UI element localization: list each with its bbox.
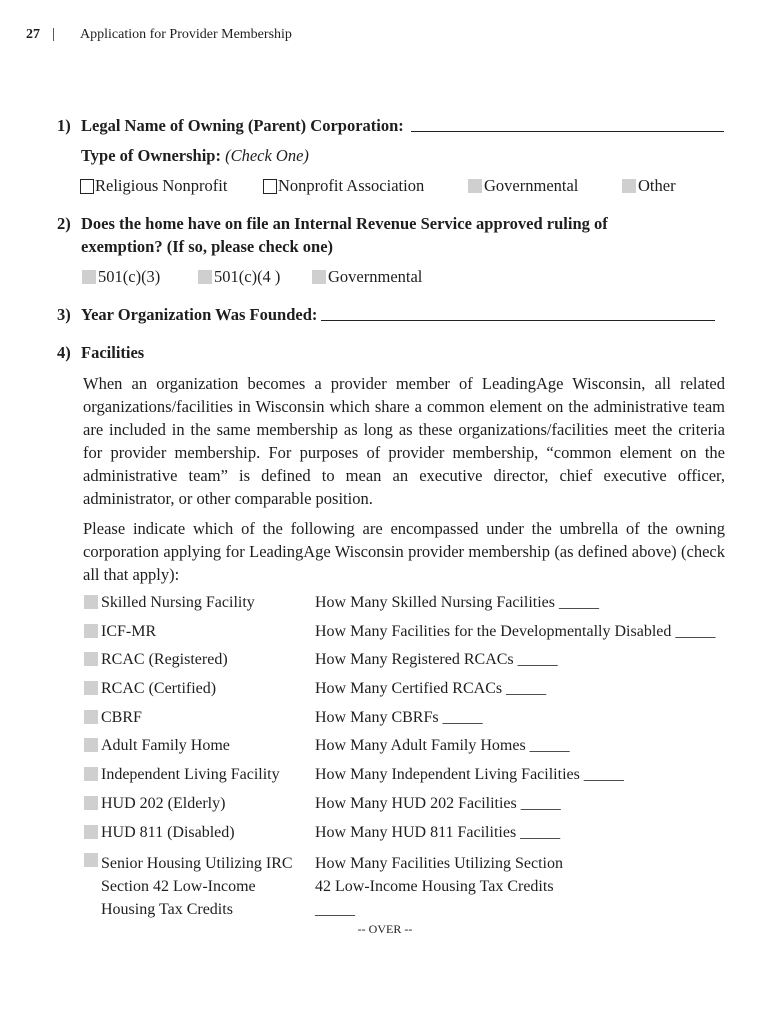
checkbox[interactable]	[84, 595, 98, 609]
checkbox[interactable]	[468, 179, 482, 193]
howmany-senior-housing-irc[interactable]: How Many Facilities Utilizing Section 42 Low-Income Housing Tax Credits _____	[315, 855, 563, 918]
option-label: Religious Nonprofit	[95, 176, 228, 195]
howmany-independent-living[interactable]: How Many Independent Living Facilities _____	[315, 766, 624, 783]
facility-label: Independent Living Facility	[101, 766, 280, 783]
page-footer: -- OVER --	[357, 922, 413, 936]
facility-cbrf[interactable]	[84, 709, 142, 727]
facility-label: ICF-MR	[101, 623, 157, 640]
checkbox[interactable]	[312, 270, 326, 284]
q2-number: 2)	[57, 214, 71, 233]
howmany-hud-811[interactable]: How Many HUD 811 Facilities _____	[315, 824, 561, 841]
q3-label: Year Organization Was Founded:	[81, 305, 318, 324]
facility-skilled-nursing[interactable]	[84, 594, 255, 612]
facility-label: Skilled Nursing Facility	[101, 594, 255, 611]
exemption-501c4[interactable]	[198, 267, 280, 287]
page-number: 27	[26, 27, 40, 42]
exemption-501c3[interactable]	[82, 267, 160, 287]
q4-number: 4)	[57, 343, 71, 362]
checkbox[interactable]	[198, 270, 212, 284]
howmany-icf-mr[interactable]: How Many Facilities for the Developmentally Disabled _____	[315, 623, 716, 640]
q1-ownership-title	[81, 146, 309, 166]
facility-label: Senior Housing Utilizing IRC Section 42 Low-Income Housing Tax Credits	[101, 855, 293, 918]
q3-number: 3)	[57, 305, 71, 324]
option-label: Governmental	[484, 176, 579, 195]
ownership-label: Type of Ownership:	[81, 146, 221, 165]
howmany-cbrf[interactable]: How Many CBRFs _____	[315, 709, 483, 726]
q1-label: Legal Name of Owning (Parent) Corporation:	[81, 116, 404, 135]
facility-label: RCAC (Registered)	[101, 651, 228, 668]
option-label: Other	[638, 176, 676, 195]
page-title: Application for Provider Membership	[80, 27, 292, 42]
q2-line2: exemption? (If so, please check one)	[81, 237, 334, 256]
checkbox[interactable]	[84, 796, 98, 810]
ownership-hint: (Check One)	[225, 146, 309, 165]
ownership-nonprofit-association[interactable]	[263, 176, 424, 196]
option-label: 501(c)(4 )	[214, 267, 281, 286]
header-separator: |	[52, 26, 56, 42]
option-label: Nonprofit Association	[278, 176, 425, 195]
checkbox[interactable]	[622, 179, 636, 193]
facility-independent-living[interactable]	[84, 766, 280, 784]
q1-number: 1)	[57, 116, 71, 135]
facility-hud-202[interactable]	[84, 795, 225, 813]
q4-label: Facilities	[81, 343, 145, 362]
facility-label: Adult Family Home	[101, 737, 230, 754]
checkbox[interactable]	[82, 270, 96, 284]
ownership-religious-nonprofit[interactable]	[80, 176, 227, 196]
howmany-skilled-nursing[interactable]: How Many Skilled Nursing Facilities _____	[315, 594, 599, 611]
checkbox[interactable]	[263, 179, 277, 194]
option-label: 501(c)(3)	[98, 267, 161, 286]
ownership-governmental[interactable]	[468, 176, 578, 196]
ownership-other[interactable]	[622, 176, 676, 196]
facility-senior-housing-irc[interactable]	[84, 852, 306, 921]
option-label: Governmental	[328, 267, 423, 286]
exemption-governmental[interactable]	[312, 267, 422, 287]
checkbox[interactable]	[84, 825, 98, 839]
facility-label: CBRF	[101, 709, 142, 726]
facility-icf-mr[interactable]	[84, 623, 156, 641]
facilities-paragraph-1: When an organization becomes a provider member of LeadingAge Wisconsin, all related organizations/facilities in Wisconsin which share a common element on the administrative team are included in the same membership as long as these organizations/facilities meet the criteria for provider membership. For purposes of provider membership, “common element on the administrative team” is defined to mean an executive director, chief executive officer, administrator, or other comparable position.	[83, 374, 725, 508]
facility-label: HUD 202 (Elderly)	[101, 795, 226, 812]
facility-adult-family-home[interactable]	[84, 737, 230, 755]
checkbox[interactable]	[84, 652, 98, 666]
howmany-hud-202[interactable]: How Many HUD 202 Facilities _____	[315, 795, 561, 812]
checkbox[interactable]	[84, 853, 98, 867]
year-founded-input[interactable]	[321, 320, 715, 321]
checkbox[interactable]	[84, 624, 98, 638]
facility-label: RCAC (Certified)	[101, 680, 217, 697]
checkbox[interactable]	[84, 738, 98, 752]
howmany-rcac-certified[interactable]: How Many Certified RCACs _____	[315, 680, 547, 697]
q2-line1: Does the home have on file an Internal Revenue Service approved ruling of	[81, 214, 608, 233]
checkbox[interactable]	[84, 767, 98, 781]
facility-label: HUD 811 (Disabled)	[101, 824, 235, 841]
facility-rcac-registered[interactable]	[84, 651, 228, 669]
q1-name-input[interactable]	[411, 131, 724, 132]
facility-rcac-certified[interactable]	[84, 680, 216, 698]
facilities-paragraph-2: Please indicate which of the following are encompassed under the umbrella of the owning corporation applying for LeadingAge Wisconsin provider membership (as defined above) (check all that apply):	[83, 519, 725, 584]
howmany-adult-family-home[interactable]: How Many Adult Family Homes _____	[315, 737, 570, 754]
checkbox[interactable]	[80, 179, 94, 194]
facility-hud-811[interactable]	[84, 824, 235, 842]
checkbox[interactable]	[84, 710, 98, 724]
checkbox[interactable]	[84, 681, 98, 695]
howmany-rcac-registered[interactable]: How Many Registered RCACs _____	[315, 651, 558, 668]
